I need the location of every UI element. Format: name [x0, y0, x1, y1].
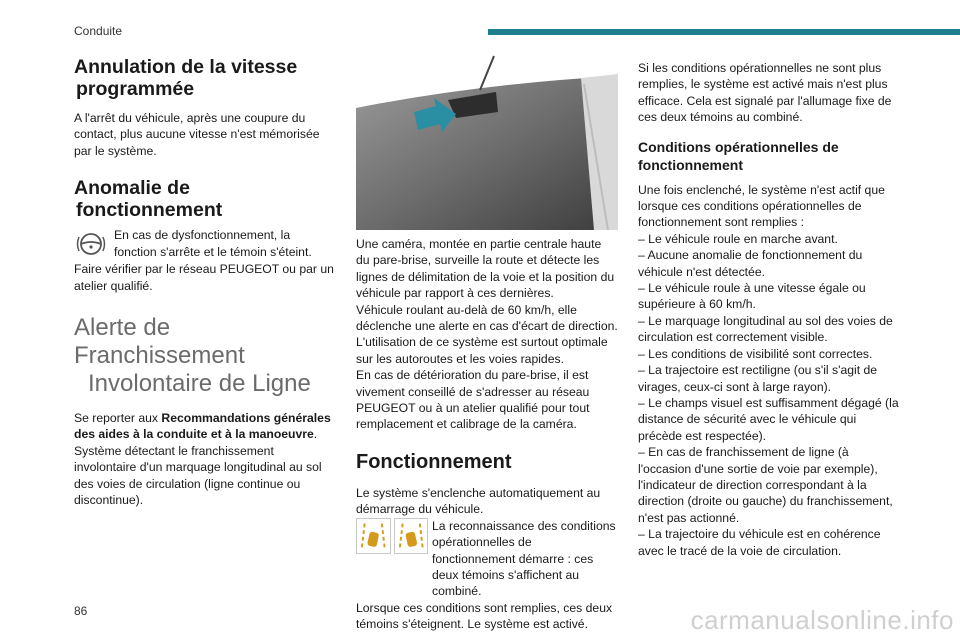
lane-left-icon — [356, 518, 391, 554]
column-left — [74, 56, 336, 508]
heading-lane-departure — [74, 314, 336, 398]
condition-item: – La trajectoire du véhicule est en cohérence avec le tracé de la voie de circulation. — [638, 527, 881, 558]
condition-item: – Aucune anomalie de fonctionnement du véhicule n'est détectée. — [638, 248, 863, 279]
malfunction-icon-text: En cas de dysfonctionnement, la fonction s'arrête et le témoin s'éteint. — [114, 228, 312, 259]
heading-cancel-line2: programmée — [76, 78, 195, 100]
page-number: 86 — [74, 604, 88, 618]
heading-ldw-line1: Alerte de Franchissement — [74, 314, 245, 370]
reference-paragraph — [74, 410, 336, 443]
alert-paragraph: Véhicule roulant au-delà de 60 km/h, elle déclenche une alerte en cas d'écart de direction. — [356, 302, 618, 334]
operation-paragraph: Le système s'enclenche automatiquement au démarrage du véhicule. — [356, 485, 601, 517]
steering-warning-icon — [74, 227, 108, 261]
column-middle — [356, 236, 618, 633]
condition-item: – Le marquage longitudinal au sol des voies de circulation est correctement visible. — [638, 313, 893, 345]
heading-malfunction-line2: fonctionnement — [76, 199, 223, 222]
activation-paragraph: Lorsque ces conditions sont remplies, ces deux témoins s'éteignent. Le système est activé. — [356, 600, 613, 632]
conditions-intro: Une fois enclenché, le système n'est actif que lorsque ces conditions opérationnelles de fonctionnement sont remplies : — [638, 182, 885, 230]
lane-right-icon — [394, 518, 429, 554]
condition-item: – La trajectoire est rectiligne (ou s'il s'agit de virages, ceux-ci sont à large rayon). — [638, 363, 878, 394]
camera-paragraph: Une caméra, montée en partie centrale haute du pare-brise, surveille la route et détecte les lignes de délimitation de la voie et la position du véhicule par rapport à ces dernières. — [356, 237, 615, 301]
watermark-text: carmanualsonline.info — [690, 605, 954, 635]
usage-paragraph: L'utilisation de ce système est surtout optimale sur les autoroutes et les voies rapides. — [356, 335, 608, 366]
lane-icons-text: La reconnaissance des conditions opérationnelles de fonctionnement démarre : ces deux témoins s'affichent au combiné. — [432, 518, 616, 599]
condition-item: – Le véhicule roule à une vitesse égale ou supérieure à 60 km/h. — [638, 281, 866, 312]
windshield-camera-image — [356, 54, 618, 230]
reference-link-text: Recommandations générales des aides à la conduite et à la manoeuvre — [74, 411, 331, 442]
condition-item: – Les conditions de visibilité sont correctes. — [638, 346, 873, 361]
cancel-paragraph: A l'arrêt du véhicule, après une coupure du contact, plus aucune vitesse n'est mémorisée par le système. — [74, 111, 320, 158]
heading-operation: Fonctionnement — [356, 450, 512, 473]
reference-suffix: . — [313, 427, 318, 442]
malfunction-paragraph: Faire vérifier par le réseau PEUGEOT ou par un atelier qualifié. — [74, 262, 334, 293]
condition-item: – En cas de franchissement de ligne (à l'occasion d'une sortie de voie par exemple), l'indicateur de direction correspondant à la direction (droite ou gauche) du franchissement, n'est pas actionné. — [638, 445, 893, 525]
malfunction-icon-row — [74, 227, 336, 261]
column-right — [638, 60, 900, 559]
heading-cancel-speed — [74, 56, 336, 100]
lane-icons-row — [356, 518, 618, 600]
condition-item: – Le champs visuel est suffisamment dégagé (la distance de sécurité avec le véhicule qui précède est respectée). — [638, 395, 899, 443]
reference-prefix: Se reporter aux — [74, 411, 162, 426]
ldw-description: Système détectant le franchissement involontaire d'un marquage longitudinal au sol des voies de circulation (ligne continue ou discontinue). — [74, 443, 322, 508]
heading-cancel-line1: Annulation de la vitesse — [74, 56, 298, 78]
heading-ldw-line2: Involontaire de Ligne — [88, 370, 311, 398]
heading-malfunction-line1: Anomalie de — [74, 177, 190, 200]
header-accent-bar — [488, 29, 960, 35]
header-section-label: Conduite — [74, 24, 123, 38]
lane-indicator-icons — [356, 518, 428, 554]
condition-item: – Le véhicule roule en marche avant. — [638, 231, 838, 246]
heading-malfunction — [74, 177, 336, 221]
windshield-paragraph: En cas de détérioration du pare-brise, il est vivement conseillé de s'adresser au réseau PEUGEOT ou à un atelier qualifié pour tout remplacement et calibrage de la caméra. — [356, 368, 590, 432]
heading-conditions: Conditions opérationnelles de fonctionnement — [638, 138, 839, 173]
not-met-paragraph: Si les conditions opérationnelles ne sont plus remplies, le système est activé mais n'est plus efficace. Cela est signalé par l'allumage fixe de ces deux témoins au combiné. — [638, 61, 892, 125]
